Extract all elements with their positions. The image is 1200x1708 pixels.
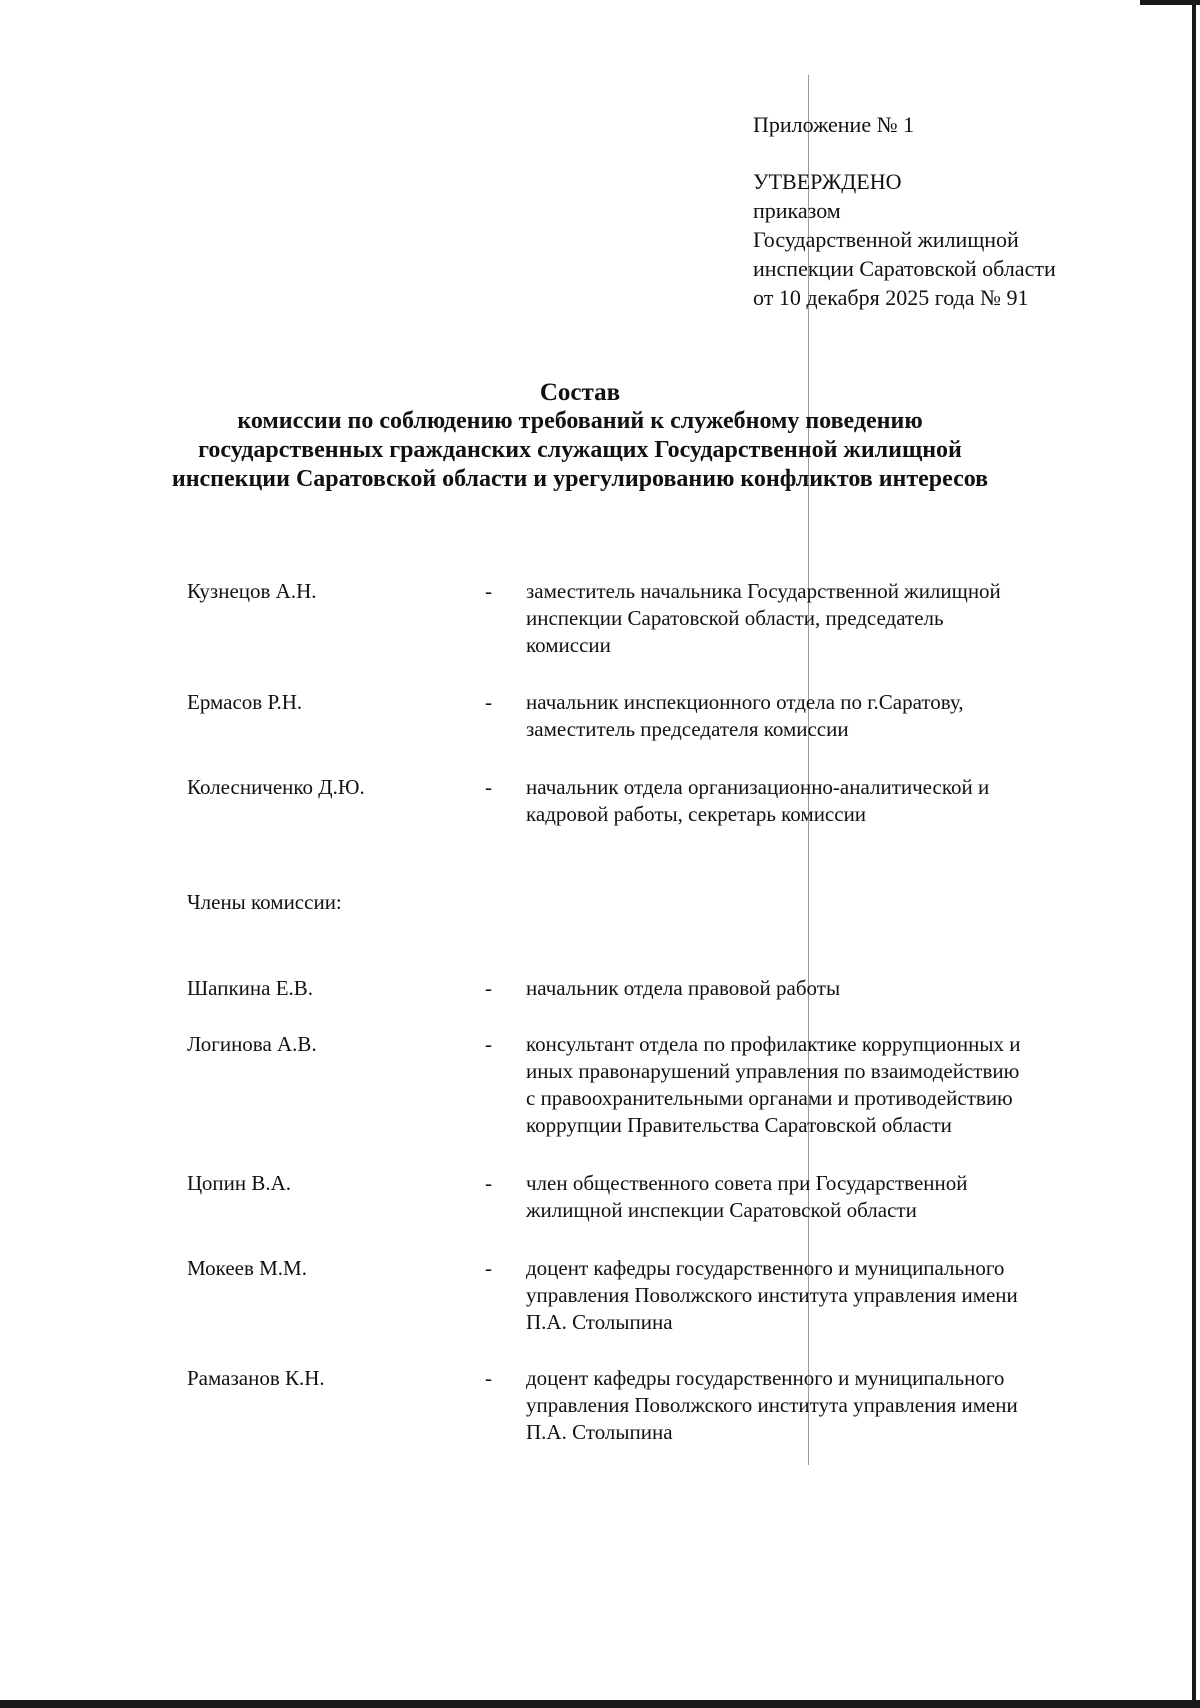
member-name: Цопин В.А.: [187, 1171, 292, 1195]
approval-line: от 10 декабря 2025 года № 91: [753, 285, 1029, 310]
member-role: начальник инспекционного отдела по г.Саратову, заместитель председателя комиссии: [526, 690, 964, 741]
list-item: [187, 1255, 1117, 1336]
member-name: Кузнецов А.Н.: [187, 579, 317, 603]
members-list: [187, 1031, 1117, 1139]
title-subtitle: комиссии по соблюдению требований к служебному поведению государственных гражданских служащих Государственной жилищной инспекции Саратовской области и урегулированию конфликтов интересов: [171, 408, 989, 492]
member-role: начальник отдела организационно-аналитической и кадровой работы, секретарь комиссии: [526, 775, 990, 826]
member-role: заместитель начальника Государственной жилищной инспекции Саратовской области, председатель комиссии: [526, 579, 1001, 657]
dash-separator: -: [485, 976, 492, 1000]
approval-block: [753, 110, 1056, 312]
member-name: Логинова А.В.: [187, 1032, 317, 1056]
dash-separator: -: [485, 1032, 492, 1056]
dash-separator: -: [485, 1366, 492, 1390]
member-role: начальник отдела правовой работы: [526, 976, 841, 1000]
list-item: [187, 1031, 1117, 1139]
dash-separator: -: [485, 1171, 492, 1195]
approval-line: приказом: [753, 198, 841, 223]
leadership-list: [187, 578, 1117, 659]
document-title: [160, 378, 1000, 494]
list-item: [187, 689, 1117, 743]
members-list: [187, 1170, 1117, 1224]
member-role: доцент кафедры государственного и муниципального управления Поволжского института управления имени П.А. Столыпина: [526, 1256, 1018, 1334]
members-label: Члены комиссии:: [187, 890, 342, 914]
member-role: член общественного совета при Государственной жилищной инспекции Саратовской области: [526, 1171, 968, 1222]
appendix-label: Приложение № 1: [753, 112, 915, 137]
scan-edge-top: [1140, 0, 1200, 5]
title-heading: Состав: [539, 379, 621, 406]
list-item: [187, 774, 1117, 828]
scan-edge-right: [1192, 0, 1196, 1708]
member-name: Колесниченко Д.Ю.: [187, 775, 365, 799]
members-list: [187, 1365, 1117, 1446]
list-item: [187, 975, 1117, 1002]
member-name: Шапкина Е.В.: [187, 976, 314, 1000]
approval-line: Государственной жилищной: [753, 227, 1019, 252]
members-list: [187, 975, 1117, 1002]
leadership-list: [187, 689, 1117, 743]
dash-separator: -: [485, 690, 492, 714]
member-name: Ермасов Р.Н.: [187, 690, 303, 714]
list-item: [187, 1365, 1117, 1446]
approved-label: УТВЕРЖДЕНО: [753, 169, 902, 194]
member-name: Рамазанов К.Н.: [187, 1366, 325, 1390]
list-item: [187, 1170, 1117, 1224]
leadership-list: [187, 774, 1117, 828]
dash-separator: -: [485, 579, 492, 603]
dash-separator: -: [485, 1256, 492, 1280]
member-name: Мокеев М.М.: [187, 1256, 307, 1280]
scan-edge-bottom: [0, 1700, 1200, 1708]
dash-separator: -: [485, 775, 492, 799]
member-role: доцент кафедры государственного и муниципального управления Поволжского института управления имени П.А. Столыпина: [526, 1366, 1018, 1444]
member-role: консультант отдела по профилактике коррупционных и иных правонарушений управления по взаимодействию с правоохранительными органами и противодействию коррупции Правительства Саратовской области: [526, 1032, 1021, 1137]
members-list: [187, 1255, 1117, 1336]
approval-line: инспекции Саратовской области: [753, 256, 1056, 281]
list-item: [187, 578, 1117, 659]
